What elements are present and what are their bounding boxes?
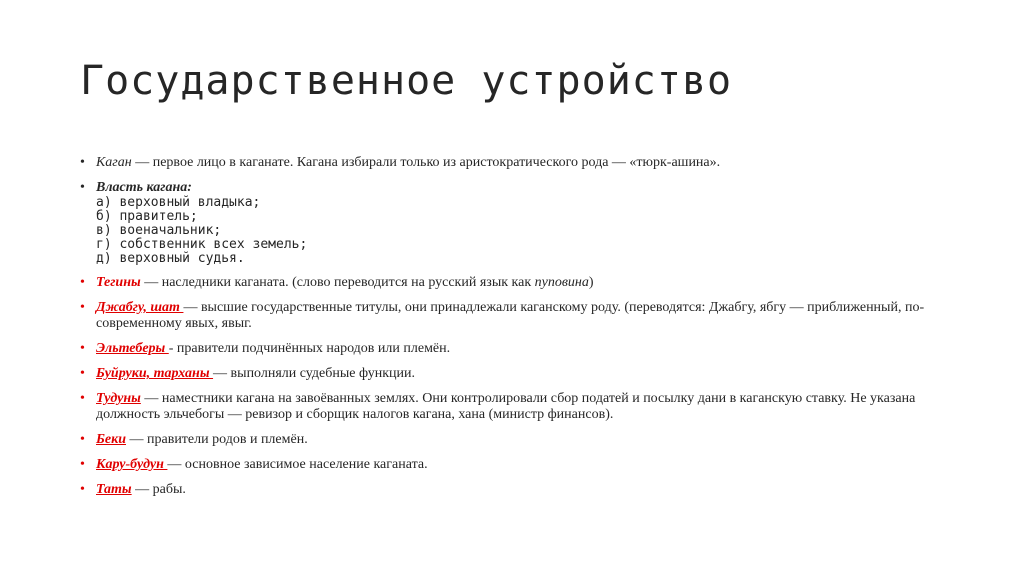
term-tuduns: Тудуны	[96, 391, 141, 406]
term-buiruki: Буйруки, тарханы	[96, 366, 214, 381]
bullet-marker: •	[80, 275, 85, 290]
bullet-marker: •	[80, 341, 85, 356]
definition-buiruki: — выполняли судебные функции.	[213, 366, 415, 381]
bullet-marker: •	[80, 391, 85, 406]
slide-title: Государственное устройство	[80, 58, 733, 104]
list-item-taty	[80, 482, 940, 498]
definition-jabgu: — высшие государственные титулы, они принадлежали каганскому роду. (переводятся: Джабгу, ябгу — приближенный, по-современному явых, явыг.	[96, 300, 925, 331]
definition-tegins: — наследники каганата. (слово переводится на русский язык как	[140, 275, 535, 290]
list-item-tegins	[80, 275, 940, 291]
definition-tegins-italic: пуповина	[534, 275, 589, 290]
bullet-marker: •	[80, 155, 85, 170]
definition-beki: — правители родов и племён.	[126, 432, 308, 447]
list-item-power	[80, 180, 940, 266]
term-taty: Таты	[96, 482, 132, 497]
power-line-d: г) собственник всех земель;	[96, 237, 308, 252]
list-item-tuduns	[80, 391, 940, 423]
term-eltebers: Эльтеберы	[96, 341, 169, 356]
definition-taty: — рабы.	[131, 482, 186, 497]
bullet-list	[80, 155, 940, 507]
bullet-marker: •	[80, 366, 85, 381]
list-item-jabgu	[80, 300, 940, 332]
power-line-c: в) военачальник;	[96, 223, 222, 238]
power-line-e: д) верховный судья.	[96, 251, 245, 266]
definition-kagan: — первое лицо в каганате. Кагана избирали только из аристократического рода — «тюрк-ашина».	[131, 155, 721, 170]
list-item-beki	[80, 432, 940, 448]
bullet-marker: •	[80, 482, 85, 497]
term-tegins: Тегины	[96, 275, 141, 290]
definition-tegins-close: )	[588, 275, 594, 290]
definition-tuduns: — наместники кагана на завоёванных землях. Они контролировали сбор податей и посылку дани в каганскую ставку. Не указана должность эльчебогы — ревизор и сборщик налогов кагана, хана (министр финансов).	[96, 391, 916, 422]
list-item-karu-budun	[80, 457, 940, 473]
term-power: Власть кагана:	[96, 180, 192, 195]
definition-karu-budun: — основное зависимое население каганата.	[167, 457, 428, 472]
list-item-eltebers	[80, 341, 940, 357]
bullet-marker: •	[80, 180, 85, 195]
term-jabgu: Джабгу, шат	[96, 300, 184, 315]
power-line-b: б) правитель;	[96, 209, 198, 224]
list-item-kagan	[80, 155, 940, 171]
definition-eltebers: - правители подчинённых народов или племён.	[168, 341, 451, 356]
bullet-marker: •	[80, 432, 85, 447]
bullet-marker: •	[80, 457, 85, 472]
term-karu-budun: Кару-будун	[96, 457, 168, 472]
bullet-marker: •	[80, 300, 85, 315]
term-kagan: Каган	[96, 155, 132, 170]
list-item-buiruki	[80, 366, 940, 382]
power-line-a: а) верховный владыка;	[96, 195, 261, 210]
term-beki: Беки	[96, 432, 126, 447]
